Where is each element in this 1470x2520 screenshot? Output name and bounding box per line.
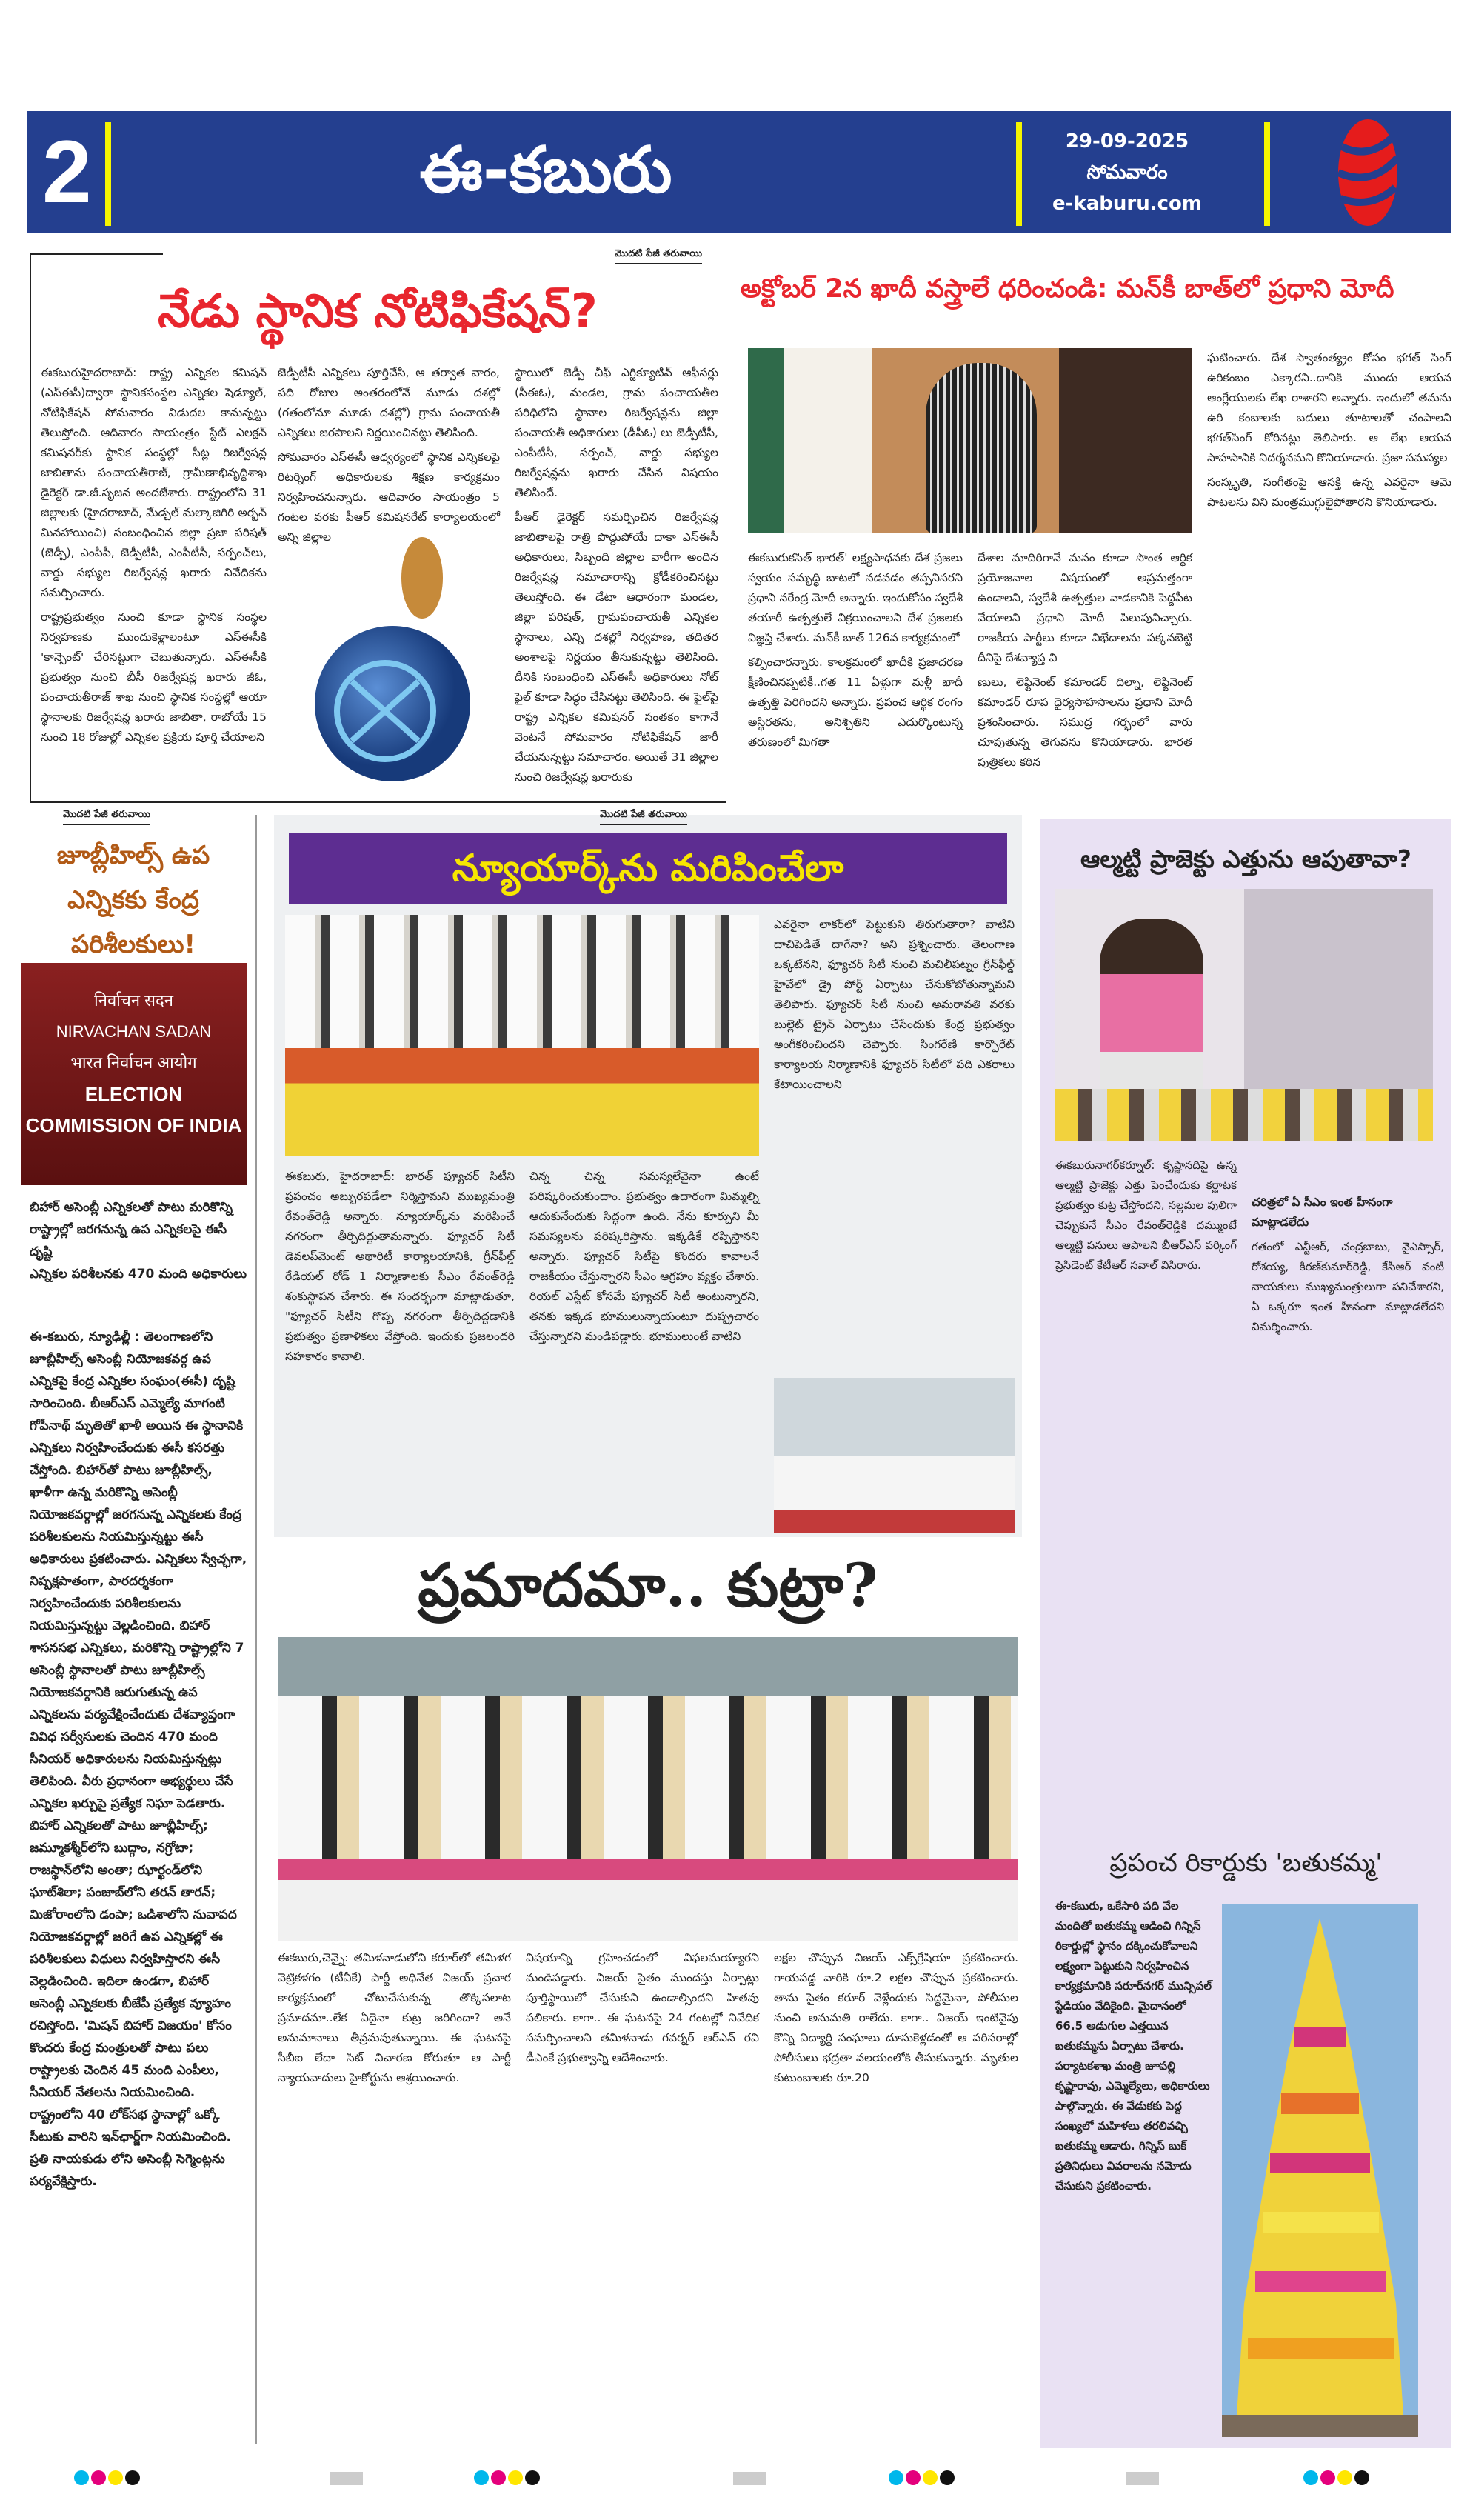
- headline-karur-stampede: ప్రమాదమా.. కుట్రా?: [418, 1550, 878, 1620]
- jubilee-subheads: [30, 1196, 248, 1285]
- karur-col2: విషయాన్ని గ్రహించడంలో విఫలమయ్యారని మండిపడ్డారు. విజయ్ సైతం ముందస్తు ఏర్పాట్లు పూర్తిస్థాయిలో చేసుకుని ఉండాల్సిందని హితవు పలికారు. కాగా.. ఈ ఘటనపై 24 గంటల్లో నివేదిక సమర్పించాలని తమిళనాడు గవర్నర్ ఆర్ఎన్ రవి డీఎంకే ప్రభుత్వాన్ని ఆదేశించారు.: [526, 1951, 759, 2064]
- headline-almatti: ఆల్మట్టి ప్రాజెక్టు ఎత్తును ఆపుతావా?: [1080, 844, 1411, 873]
- paragraph: ఈకబురుకసిత్ భారత్' లక్ష్యసాధనకు దేశ ప్రజలు స్వయం సమృద్ధి బాటలో నడవడం తప్పనిసరని ప్రధాని నరేంద్ర మోదీ అన్నారు. ఇందుకోసం స్వదేశీ తయారీ ఉత్పత్తులే విక్రయించాలని దేశ ప్రజలకు విజ్ఞప్తి చేశారు. మన్‌కీ బాత్ 126వ కార్యక్రమంలో: [748, 551, 963, 644]
- future-city-inspection-photo: [774, 1378, 1015, 1533]
- paragraph: కల్పించారన్నారు. కాలక్రమంలో ఖాదీకి ప్రజాదరణ క్షీణించినప్పటికీ..గత 11 ఏళ్లుగా మళ్లీ ఖాదీ ఉత్పత్తి పెరిగిందని అన్నారు. ప్రపంచ ఆర్థిక రంగం అస్థిరతను, అనిశ్చితిని ఎదుర్కొంటున్న తరుణంలో మిగతా: [748, 656, 963, 749]
- divider: [30, 253, 163, 255]
- modi-body-col-right: [1207, 348, 1451, 807]
- divider: [105, 122, 111, 226]
- paragraph: సోమవారం ఎస్ఈసీ ఆధ్వర్యంలో స్థానిక ఎన్నికలపై రిటర్నింగ్ అధికారులకు శిక్షణ కార్యక్రమం నిర్వహించనున్నారు. ఆదివారం సాయంత్రం 5 గంటల వరకు పీఆర్ కమిషనరేట్ కార్యాలయంలో అన్ని జిల్లాల: [278, 450, 500, 544]
- sign-text: ELECTION COMMISSION OF INDIA: [25, 1083, 242, 1136]
- subhead: బిహార్ అసెంబ్లీ ఎన్నికలతో పాటు మరికొన్ని రాష్ట్రాల్లో జరగనున్న ఉప ఎన్నికలపై ఈసీ దృష్టి: [30, 1200, 233, 1259]
- continued-label: మొదటి పేజీ తరువాయి: [615, 248, 702, 264]
- divider: [1016, 122, 1022, 226]
- ktr-rally-photo: [1055, 889, 1433, 1141]
- continued-label: మొదటి పేజీ తరువాయి: [63, 809, 150, 825]
- headline-local-notification: నేడు స్థానిక నోటిఫికేషన్?: [158, 284, 598, 338]
- jubilee-body: ఈ-కబురు, న్యూఢిల్లీ : తెలంగాణలోని జూబ్లీహిల్స్ అసెంబ్లీ నియోజకవర్గ ఉప ఎన్నికపై కేంద్ర ఎన్నికల సంఘం(ఈసీ) దృష్టి సారించింది. బీఆర్ఎస్ ఎమ్మెల్యే మాగంటి గోపీనాథ్ మృతితో ఖాళీ అయిన ఈ స్థానానికి ఎన్నికలు నిర్వహించేందుకు ఈసీ కసరత్తు చేస్తోంది. బిహార్‌తో పాటు జూబ్లీహిల్స్, ఖాళీగా ఉన్న మరికొన్ని అసెంబ్లీ నియోజకవర్గాల్లో జరగనున్న ఎన్నికలకు కేంద్ర పరిశీలకులను నియమిస్తున్నట్టు ఈసీ అధికారులు ప్రకటించారు. ఎన్నికలు స్వేచ్ఛగా, నిష్పక్షపాతంగా, పారదర్శకంగా నిర్వహించేందుకు పరిశీలకులను నియమిస్తున్నట్టు వెల్లడించింది. బిహార్ శాసనసభ ఎన్నికలు, మరికొన్ని రాష్ట్రాల్లోని 7 అసెంబ్లీ స్థానాలతో పాటు జూబ్లీహిల్స్ నియోజకవర్గానికి జరుగుతున్న ఉప ఎన్నికలను పర్యవేక్షించేందుకు దేశవ్యాప్తంగా వివిధ సర్వీసులకు చెందిన 470 మంది సీనియర్ అధికారులను నియమిస్తున్నట్లు తెలిపింది. వీరు ప్రధానంగా అభ్యర్థులు చేసే ఎన్నికల ఖర్చుపై ప్రత్యేక నిఘా పెడతారు. బిహార్ ఎన్నికలతో పాటు జూబ్లీహిల్స్; జమ్మూకశ్మీర్‌లోని బుద్గాం, నగ్రోటా; రాజస్థాన్‌లోని అంతా; ఝార్ఖండ్‌లోని ఘాట్‌శిలా; పంజాబ్‌లోని తరన్ తారన్; మిజోరాంలోని డంపా; ఒడిశాలోని నువాపద నియోజకవర్గాల్లో జరిగే ఉప ఎన్నికల్లో ఈ పరిశీలకులు విధులు నిర్వహిస్తారని ఈసీ వెల్లడించింది. ఇదిలా ఉండగా, బిహార్ అసెంబ్లీ ఎన్నికలకు బీజేపీ ప్రత్యేక వ్యూహం రచిస్తోంది. 'మిషన్ బిహార్ విజయం' కోసం కొందరు కేంద్ర మంత్రులతో పాటు పలు రాష్ట్రాలకు చెందిన 45 మంది ఎంపీలు, సీనియర్ నేతలను నియమించింది. రాష్ట్రంలోని 40 లోక్‌సభ స్థానాల్లో ఒక్కో సీటుకు వారిని ఇన్‌ఛార్జ్‌గా నియమించింది. ప్రతి నాయకుడు లోని అసెంబ్లీ సెగ్మెంట్లను పర్యవేక్షిస్తారు.: [30, 1330, 247, 2189]
- sign-text: निर्वाचन सदन: [94, 991, 173, 1010]
- print-registration-marks: [1303, 2470, 1372, 2488]
- future-city-ceremony-photo: [285, 915, 759, 1156]
- issue-day: సోమవారం: [1086, 161, 1168, 184]
- paragraph: రాష్ట్రప్రభుత్వం నుంచి కూడా స్థానిక సంస్థల నిర్వహణకు ముందుకెళ్లాలంటూ ఎస్ఈసీకి 'కాన్సెంట్' చేరినట్టుగా చెబుతున్నారు. ఎస్ఈసీకి ప్రభుత్వం నుంచి బీసీ రిజర్వేషన్ల ఖరారు జీఓ, పంచాయతీరాజ్ శాఖ నుంచి స్థానిక సంస్థల్లో ఆయా స్థానాలకు రిజర్వేషన్ల ఖరారు జాబితా, రాబోయే 15 నుంచి 18 రోజుల్లో ఎన్నికల ప్రక్రియ పూర్తి చేయాలని: [41, 610, 267, 744]
- article-body-col3: [515, 363, 718, 793]
- article-body-col1: [41, 363, 267, 793]
- paragraph: సంస్కృతి, సంగీతంపై ఆసక్తి ఉన్న ఎవరైనా ఆమె పాటలను విని మంత్రముగ్ధులైపోతారని కొనియాడారు.: [1207, 476, 1451, 509]
- divider: [30, 253, 31, 801]
- modi-body-col2: [978, 548, 1192, 807]
- almatti-col2: గతంలో ఎన్టీఆర్, చంద్రబాబు, వైఎస్సార్, రోశయ్య, కిరణ్‌కుమార్‌రెడ్డి, కేసీఆర్ వంటి నాయకులు ముఖ్యమంత్రులుగా పనిచేశారని, ఏ ఒక్కరూ ఇంత హీనంగా మాట్లాడలేదని విమర్శించారు.: [1252, 1240, 1444, 1333]
- modi-body-col1: [748, 548, 963, 807]
- future-city-col2: చిన్న చిన్న సమస్యలేవైనా ఉంటే పరిష్కరించుకుందాం. ప్రభుత్వం ఉదారంగా మిమ్మల్ని ఆదుకునేందుకు సిద్ధంగా ఉంది. నేను కూర్చుని మీ సమస్యలను పరిష్కరిస్తాను. ఇక్కడికే రప్పిస్తానని అన్నారు. ఫ్యూచర్ సిటీపై కొందరు కావాలనే రాజకీయం చేస్తున్నారని సీఎం ఆగ్రహం వ్యక్తం చేశారు. రియల్ ఎస్టేట్ కోసమే ఫ్యూచర్ సిటీ అంటున్నారని, తనకు ఇక్కడ భూములున్నాయంటూ దుష్ప్రచారం చేస్తున్నారని మండిపడ్డారు. భూములుంటే వాటిని: [529, 1170, 759, 1343]
- issue-date: 29-09-2025: [1065, 130, 1189, 153]
- paragraph: ఈకబురుహైదరాబాద్: రాష్ట్ర ఎన్నికల కమిషన్ (ఎస్ఈసీ)ద్వారా స్థానికసంస్థల ఎన్నికల షెడ్యూల్, నోటిఫికేషన్ సోమవారం విడుదల కానున్నట్టు తెలుస్తోంది. ఆదివారం సాయంత్రం స్టేట్ ఎలక్షన్ కమిషనర్‌కు స్థానిక సంస్థల్లో సీట్ల రిజర్వేషన్ల జాబితాను పంచాయతీరాజ్, గ్రామీణాభివృద్ధిశాఖ డైరెక్టర్ డా.జీ.సృజన అందజేశారు. రాష్ట్రంలోని 31 జిల్లాలకు (హైదరాబాద్, మేడ్చల్ మల్కాజిగిరి అర్బన్ మినహాయించి) సంబంధించిన జిల్లా ప్రజా పరిషత్ (జెడ్పీ), ఎంపీపీ, జెడ్పీటీసీ, ఎంపీటీసీ, సర్పంచ్‌లు, వార్డు సభ్యుల రిజర్వేషన్ల ఖరారు నివేదికను సమర్పించారు.: [41, 366, 267, 599]
- election-commission-photo: [21, 963, 247, 1185]
- headline-modi-khadi: అక్టోబర్ 2న ఖాదీ వస్త్రాలే ధరించండి: మన్‌కీ బాత్‌లో ప్రధాని మోదీ: [741, 274, 1394, 304]
- continued-label: మొదటి పేజీ తరువాయి: [600, 809, 687, 825]
- paragraph: స్థాయిలో జెడ్పీ చీఫ్ ఎగ్జిక్యూటివ్ ఆఫీసర్లు (సీఈఓ), మండల, గ్రామ పంచాయతీల పరిధిలోని స్థానాల రిజర్వేషన్లను జిల్లా పంచాయతీ అధికారులు (డీపీఓ) లు జెడ్పీటీసీ, ఎంపీటీసీ, సర్పంచ్, వార్డు సభ్యుల రిజర్వేషన్లను ఖరారు చేసిన విషయం తెలిసిందే.: [515, 366, 718, 499]
- divider: [30, 801, 726, 803]
- print-mark: [733, 2472, 766, 2485]
- photo-figure: [926, 363, 1037, 533]
- print-registration-marks: [889, 2470, 957, 2488]
- sign-text: भारत निर्वाचन आयोग: [70, 1053, 197, 1072]
- bathukamma-body: ఈ-కబురు, ఒకేసారి పది వేల మందితో బతుకమ్మ ఆడించి గిన్నిస్ రికార్డుల్లో స్థానం దక్కించుకోవాలని లక్ష్యంగా పెట్టుకుని నిర్వహించిన కార్యక్రమానికి సరూర్‌నగర్ మున్సిపల్ స్టేడియం వేదికైంది. మైదానంలో 66.5 అడుగుల ఎత్తయిన బతుకమ్మను ఏర్పాటు చేశారు. పర్యాటకశాఖ మంత్రి జూపల్లి కృష్ణారావు, ఎమ్మెల్యేలు, అధికారులు పాల్గొన్నారు. ఈ వేడుకకు పెద్ద సంఖ్యలో మహిళలు తరలివచ్చి బతుకమ్మ ఆడారు. గిన్నిస్ బుక్ ప్రతినిధులు వివరాలను నమోదు చేసుకుని ప్రకటించారు.: [1055, 1899, 1212, 2193]
- paragraph: జెడ్పీటీసీ ఎన్నికలు పూర్తిచేసి, ఆ తర్వాత వారం, పది రోజుల అంతరంలోనే మూడు దశల్లో (గతంలోనూ మూడు దశల్లో) గ్రామ పంచాయతీ ఎన్నికలు జరపాలని నిర్ణయించినట్టు తెలిసింది.: [278, 366, 500, 439]
- paragraph: దేశాల మాదిరిగానే మనం కూడా సొంత ఆర్థిక ప్రయోజనాల విషయంలో అప్రమత్తంగా ఉండాలని, స్వదేశీ ఉత్పత్తుల వాడకానికి పెద్దపీట వేయాలని ప్రధాని మోదీ పిలుపునిచ్చారు. రాజకీయ పార్టీలు కూడా విభేదాలను పక్కనబెట్టి దీనిపై దేశవ్యాప్త వి: [978, 551, 1192, 664]
- sign-text: NIRVACHAN SADAN: [56, 1022, 212, 1041]
- masthead-bar: [27, 111, 1451, 233]
- subhead: ఎన్నికల పరిశీలనకు 470 మంది అధికారులు: [30, 1267, 247, 1281]
- future-city-col3: ఎవరైనా లాకర్‌లో పెట్టుకుని తిరుగుతారా? వాటిని దాచిపెడితే దాగేనా? అని ప్రశ్నించారు. తెలంగాణ ఒక్కటేనని, ఫ్యూచర్ సిటీ నుంచి మచిలీపట్నం గ్రీన్‌ఫీల్డ్ హైవేలో డ్రై పోర్ట్ ఏర్పాటు చేసుకోబోతున్నామని తెలిపారు. ఫ్యూచర్ సిటీ నుంచి అమరావతి వరకు బుల్లెట్ ట్రైన్ ఏర్పాటు చేసేందుకు కేంద్ర ప్రభుత్వం అంగీకరించిందని చెప్పారు. సింగరేణి కార్పొరేట్ కార్యాలయ నిర్మాణానికి ఫ్యూచర్ సిటీలో పది ఎకరాలు కేటాయించాలని: [774, 918, 1015, 1091]
- divider: [1264, 122, 1270, 226]
- karur-tragedy-photo: [278, 1637, 1018, 1941]
- article-body-col2: [278, 363, 500, 544]
- almatti-subhead: చరిత్రలో ఏ సీఎం ఇంత హీనంగా మాట్లాడలేదు: [1252, 1196, 1393, 1229]
- karur-col3: లక్షల చొప్పున విజయ్ ఎక్స్‌గ్రేషియా ప్రకటించారు. గాయపడ్డ వారికి రూ.2 లక్షల చొప్పున ప్రకటించారు. తాను సైతం కరూర్ వెళ్లేందుకు సిద్ధమైనా, పోలీసుల నుంచి అనుమతి రాలేదు. కాగా.. విజయ్ ఇంటివైపు కొన్ని విద్యార్థి సంఘాలు దూసుకెళ్లడంతో ఆ పరిసరాల్లో పోలీసులు భద్రతా వలయంలోకి తీసుకున్నారు. మృతుల కుటుంబాలకు రూ.20: [774, 1951, 1018, 2084]
- paragraph: పీఆర్ డైరెక్టర్ సమర్పించిన రిజర్వేషన్ల జాబితాలపై రాత్రి పొద్దుపోయే దాకా ఎస్ఈసీ అధికారులు, సిబ్బంది జిల్లాల వారీగా అందిన రిజర్వేషన్ల సమాచారాన్ని క్రోడీకరించినట్టు తెలుస్తోంది. ఈ డేటా ఆధారంగా మండల, జిల్లా పరిషత్, గ్రామపంచాయతీ ఎన్నికల స్థానాలు, ఎన్ని దశల్లో నిర్వహణ, తదితర అంశాలపై నిర్ణయం తీసుకున్నట్టు తెలిసింది. దీనికి సంబంధించి ఎస్ఈసీ అధికారులు నోట్ ఫైల్ కూడా సిద్ధం చేసినట్టు తెలిసింది. ఈ ఫైల్‌పై రాష్ట్ర ఎన్నికల కమిషనర్ సంతకం కాగానే వెంటనే సోమవారం నోటిఫికేషన్ జారీ చేయనున్నట్టు సమాచారం. అయితే 31 జిల్లాల నుంచి రిజర్వేషన్ల ఖరారుకు: [515, 510, 718, 784]
- print-mark: [1126, 2472, 1159, 2485]
- print-registration-marks: [74, 2470, 142, 2488]
- future-city-col1: ఈకబురు, హైదరాబాద్: భారత్ ఫ్యూచర్ సిటీని ప్రపంచం అబ్బురపడేలా నిర్మిస్తామని ముఖ్యమంత్రి రేవంత్‌రెడ్డి అన్నారు. న్యూయార్క్‌ను మరిపించే నగరంగా తీర్చిదిద్దుతామన్నారు. ఫ్యూచర్ సిటీ డెవలప్‌మెంట్ అథారిటీ కార్యాలయానికి, గ్రీన్‌ఫీల్డ్ రేడియల్ రోడ్ 1 నిర్మాణాలకు సీఎం రేవంత్‌రెడ్డి శంకుస్థాపన చేశారు. ఈ సందర్భంగా మాట్లాడుతూ, "ఫ్యూచర్ సిటీని గొప్ప నగరంగా తీర్చిదిద్దడానికి ప్రభుత్వం ప్రణాళికలు వేస్తోంది. ఇందుకు ప్రజలందరి సహకారం కావాలి.: [285, 1170, 515, 1363]
- print-registration-marks: [474, 2470, 542, 2488]
- bathukamma-photo: [1222, 1904, 1418, 2437]
- karur-col1: ఈకబురు,చెన్నై: తమిళనాడులోని కరూర్‌లో తమిళగ వెట్రికళగం (టీవీకే) పార్టీ అధినేత విజయ్ ప్రచార కార్యక్రమంలో చోటుచేసుకున్న తొక్కిసలాట ప్రమాదమా..లేక ఏదైనా కుట్ర జరిగిందా? అనే అనుమానాలు తీవ్రమవుతున్నాయి. ఈ ఘటనపై సీబీఐ లేదా సిట్ విచారణ కోరుతూ ఆ పార్టీ న్యాయవాదులు హైకోర్టును ఆశ్రయించారు.: [278, 1951, 511, 2084]
- website-link[interactable]: e-kaburu.com: [1052, 193, 1202, 215]
- headline-future-city: న్యూయార్క్‌ను మరిపించేలా: [289, 833, 1007, 904]
- pm-modi-photo: [748, 348, 1192, 533]
- ballot-stamp-image: [311, 533, 489, 793]
- page-number: 2: [42, 122, 92, 221]
- date-block: [1042, 126, 1212, 219]
- almatti-col1: ఈకబురునాగర్‌కర్నూల్: కృష్ణానదిపై ఉన్న ఆల్మట్టి ప్రాజెక్టు ఎత్తు పెంచేందుకు కర్ణాటక ప్రభుత్వం కుట్ర చేస్తోందని, నల్లమల పులిగా చెప్పుకునే సీఎం రేవంత్‌రెడ్డికి దమ్ముంటే ఆల్మట్టి పనులు ఆపాలని బీఆర్ఎస్ వర్కింగ్ ప్రెసిడెంట్ కేటీఆర్ సవాల్ విసిరారు.: [1055, 1159, 1237, 1272]
- headline-bathukamma: ప్రపంచ రికార్డుకు 'బతుకమ్మ': [1109, 1848, 1383, 1878]
- brand-logo-icon: [1327, 117, 1409, 228]
- newspaper-title: ఈ-కబురు: [419, 133, 672, 207]
- divider: [255, 815, 257, 2444]
- print-mark: [330, 2472, 363, 2485]
- paragraph: ణులు, లెఫ్టినెంట్ కమాండర్ దిల్నా, లెఫ్టినెంట్ కమాండర్ రూప ధైర్యసాహసాలను ప్రధాని మోదీ ప్రశంసించారు. సముద్ర గర్భంలో వారు చూపుతున్న తెగువను కొనియాడారు. భారత పుత్రికలు కఠిన: [978, 676, 1192, 769]
- paragraph: ఘటించారు. దేశ స్వాతంత్య్రం కోసం భగత్ సింగ్ ఉరికంబం ఎక్కారని..దానికి ముందు ఆయన ఆంగ్లేయులకు లేఖ రాశారని అన్నారు. ఇందులో తమను ఉరి కంబాలకు బదులు తూటాలతో చంపాలని భగత్‌సింగ్ కోరినట్లు తెలిపారు. ఆ లేఖ ఆయన సాహసానికి నిదర్శనమని కొనియాడారు. ప్రజా సమస్యల: [1207, 351, 1451, 464]
- headline-jubilee-hills: జూబ్లీహిల్స్ ఉప ఎన్నికకు కేంద్ర పరిశీలకులు!: [56, 841, 210, 959]
